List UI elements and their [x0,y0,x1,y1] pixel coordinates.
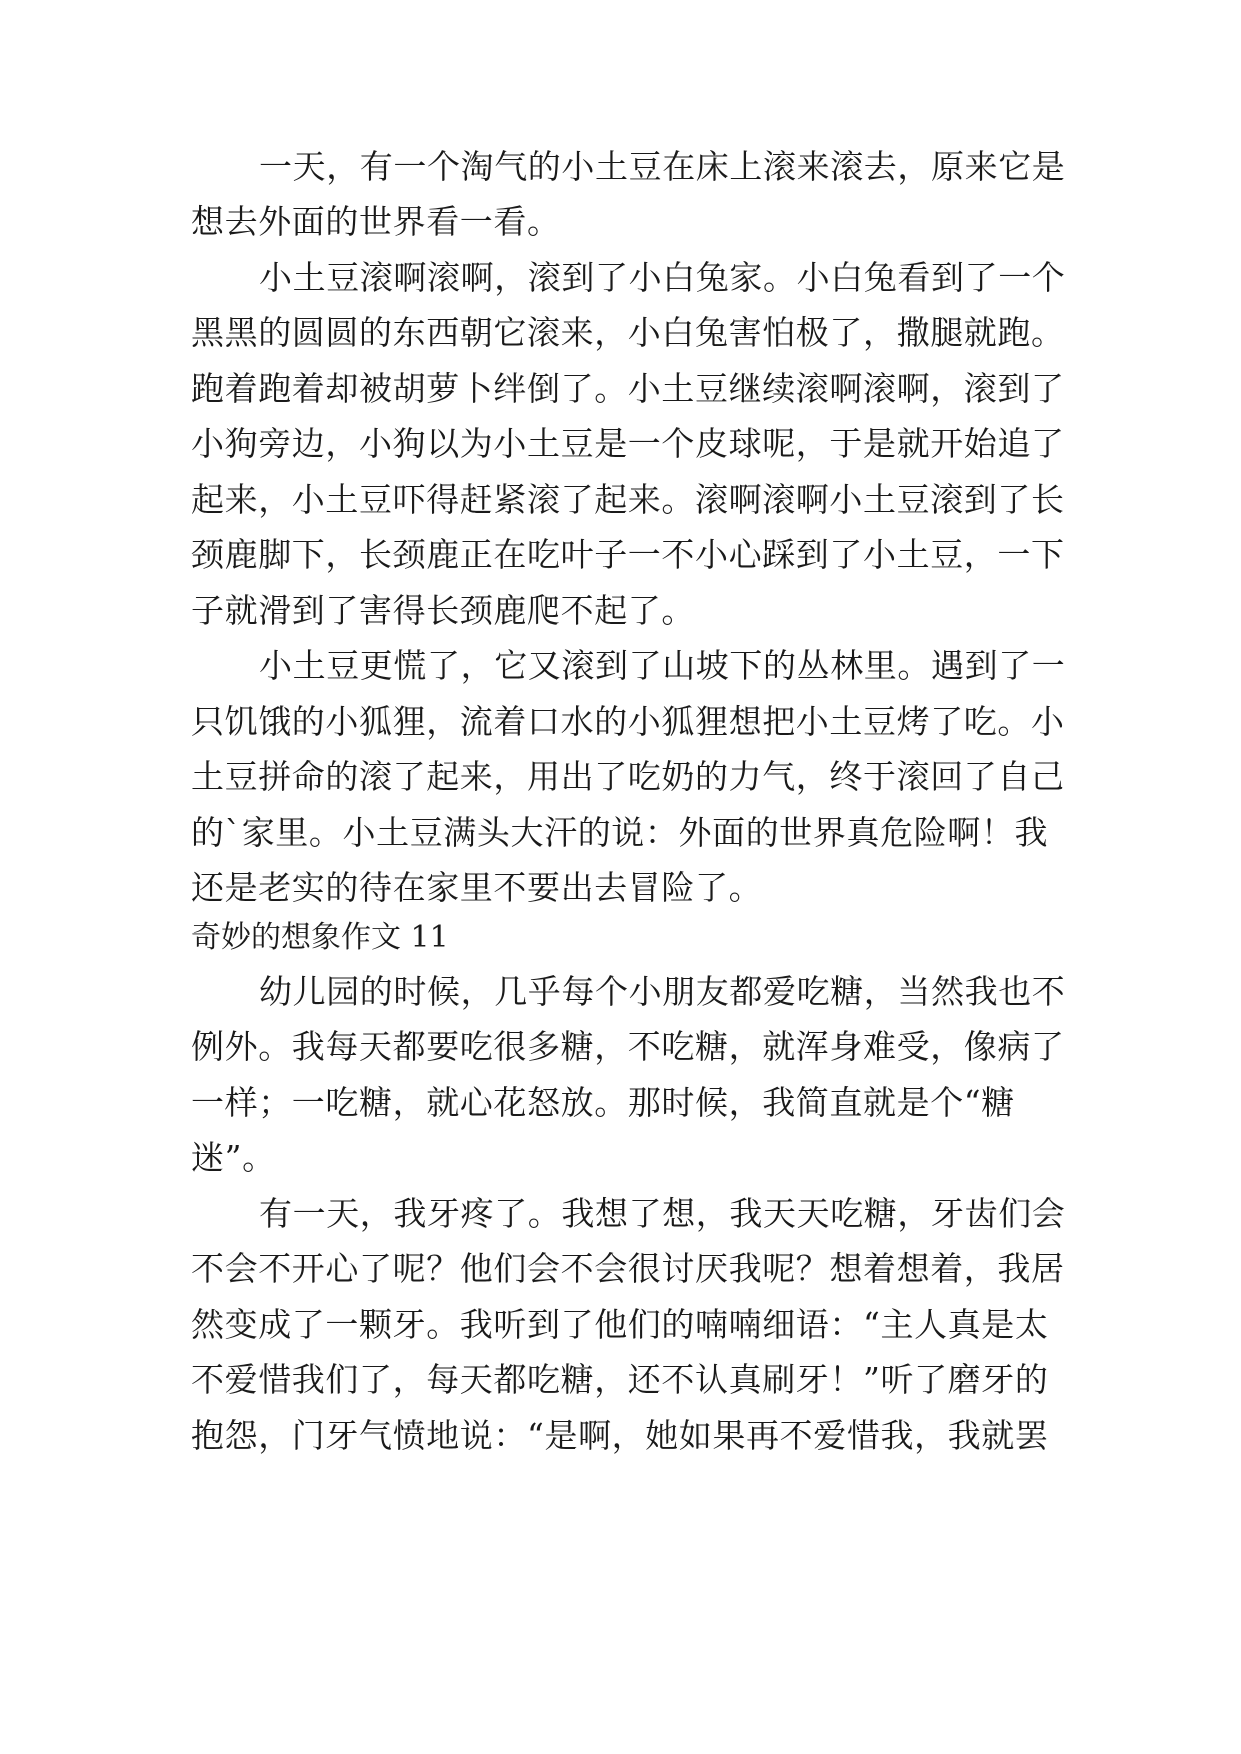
paragraph-line: 小土豆滚啊滚啊，滚到了小白兔家。小白兔看到了一个 [259,258,1066,297]
paragraph-line: 有一天，我牙疼了。我想了想，我天天吃糖，牙齿们会 [259,1194,1066,1233]
paragraph-line: 抱怨，门牙气愤地说：“是啊，她如果再不爱惜我，我就罢 [191,1416,1049,1455]
paragraph-line: 小土豆更慌了，它又滚到了山坡下的丛林里。遇到了一 [259,646,1066,685]
paragraph-line: 黑黑的圆圆的东西朝它滚来，小白兔害怕极了，撒腿就跑。 [191,313,1065,352]
paragraph-line: 不爱惜我们了，每天都吃糖，还不认真刷牙！”听了磨牙的 [191,1360,1049,1399]
paragraph-line: 迷”。 [191,1138,276,1177]
paragraph-line: 幼儿园的时候，几乎每个小朋友都爱吃糖，当然我也不 [259,972,1066,1011]
paragraph-line: 例外。我每天都要吃很多糖，不吃糖，就浑身难受，像病了 [191,1027,1065,1066]
paragraph-line: 颈鹿脚下，长颈鹿正在吃叶子一不小心踩到了小土豆，一下 [191,535,1065,574]
paragraph-line: 跑着跑着却被胡萝卜绊倒了。小土豆继续滚啊滚啊，滚到了 [191,369,1065,408]
paragraph-line: 土豆拼命的滚了起来，用出了吃奶的力气，终于滚回了自己 [191,757,1065,796]
paragraph-line: 的`家里。小土豆满头大汗的说：外面的世界真危险啊！我 [191,813,1049,852]
paragraph-line: 小狗旁边，小狗以为小土豆是一个皮球呢，于是就开始追了 [191,424,1065,463]
section-title: 奇妙的想象作文 11 [191,920,449,955]
paragraph-line: 然变成了一颗牙。我听到了他们的喃喃细语：“主人真是太 [191,1305,1049,1344]
paragraph-line: 只饥饿的小狐狸，流着口水的小狐狸想把小土豆烤了吃。小 [191,702,1065,741]
paragraph-line: 一样；一吃糖，就心花怒放。那时候，我简直就是个“糖 [191,1083,1015,1122]
paragraph-line: 起来，小土豆吓得赶紧滚了起来。滚啊滚啊小土豆滚到了长 [191,480,1065,519]
paragraph-line: 还是老实的待在家里不要出去冒险了。 [191,868,763,907]
paragraph-line: 一天，有一个淘气的小土豆在床上滚来滚去，原来它是 [259,147,1066,186]
paragraph-line: 子就滑到了害得长颈鹿爬不起了。 [191,591,695,630]
paragraph-line: 想去外面的世界看一看。 [191,202,561,241]
paragraph-line: 不会不开心了呢？他们会不会很讨厌我呢？想着想着，我居 [191,1249,1065,1288]
